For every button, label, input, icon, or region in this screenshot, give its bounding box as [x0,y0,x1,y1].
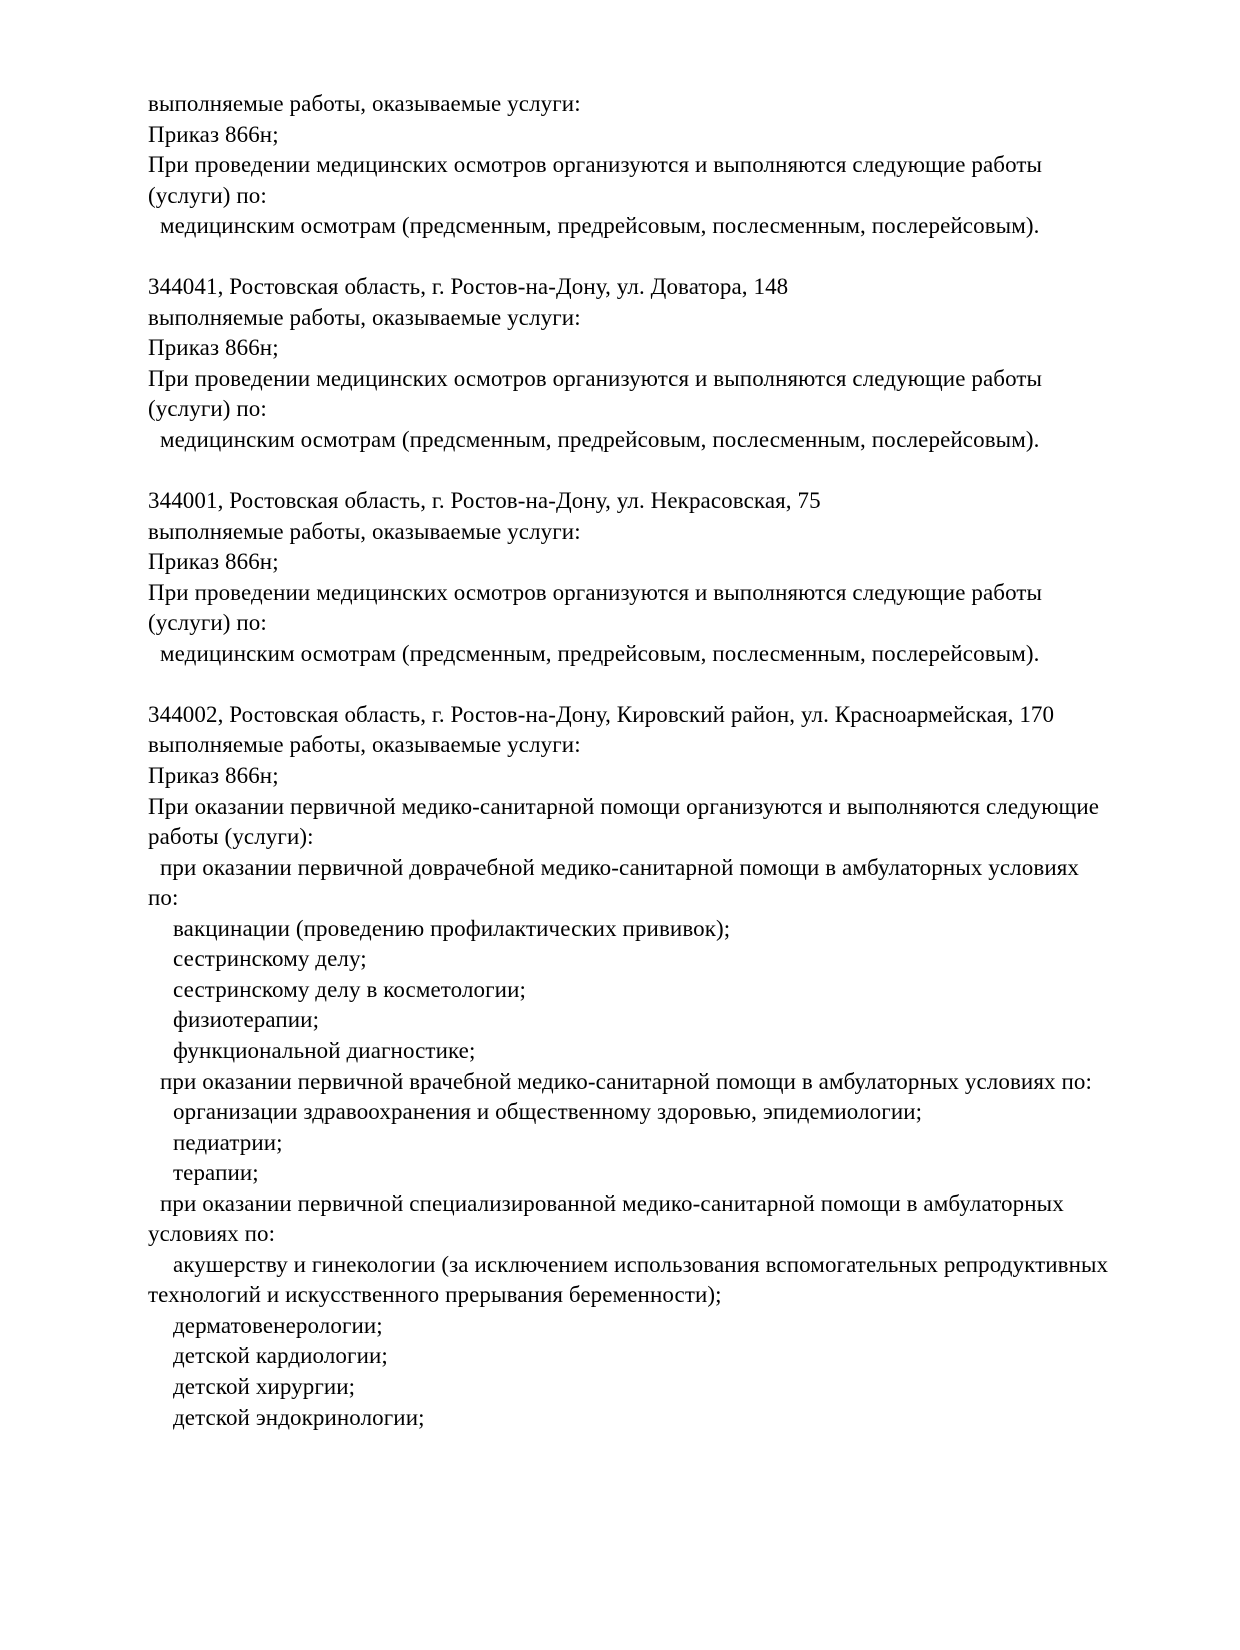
document-line: выполняемые работы, оказываемые услуги: [148,91,581,116]
document-line: Приказ 866н; [148,549,279,575]
document-line: по: [148,885,179,911]
document-line: 344041, Ростовская область, г. Ростов-на-Дону, ул. Доватора, 148 [148,274,789,300]
document-line: выполняемые работы, оказываемые услуги: [148,518,581,544]
document-line: 344001, Ростовская область, г. Ростов-на-Дону, ул. Некрасовская, 75 [148,488,821,514]
document-line: (услуги) по: [148,610,267,636]
document-line: выполняемые работы, оказываемые услуги: [148,304,581,330]
document-line: При проведении медицинских осмотров организуются и выполняются следующие работы [148,365,1043,391]
document-line: (услуги) по: [148,396,267,422]
document-line: сестринскому делу в косметологии; [173,976,526,1002]
document-line: терапии; [173,1160,259,1186]
document-line: педиатрии; [173,1129,283,1155]
document-line: при оказании первичной специализированной медико-санитарной помощи в амбулаторных [160,1190,1064,1216]
document-line: детской эндокринологии; [173,1404,425,1430]
document-line: выполняемые работы, оказываемые услуги: [148,732,581,758]
document-line: акушерству и гинекологии (за исключением использования вспомогательных репродуктивных [173,1251,1109,1277]
document-line: при оказании первичной врачебной медико-санитарной помощи в амбулаторных условиях по: [160,1068,1092,1094]
document-line: организации здравоохранения и общественному здоровью, эпидемиологии; [173,1099,923,1125]
document-line: при оказании первичной доврачебной медико-санитарной помощи в амбулаторных условиях [160,854,1080,880]
document-line: При проведении медицинских осмотров организуются и выполняются следующие работы [148,579,1043,605]
document-line: медицинским осмотрам (предсменным, предрейсовым, послесменным, послерейсовым). [160,427,1040,453]
document-content [148,89,1133,1433]
document-line: При оказании первичной медико-санитарной помощи организуются и выполняются следующие [148,793,1100,819]
document-line: медицинским осмотрам (предсменным, предрейсовым, послесменным, послерейсовым). [160,213,1040,239]
document-line: технологий и искусственного прерывания беременности); [148,1282,722,1308]
document-line: Приказ 866н; [148,121,279,147]
document-line: вакцинации (проведению профилактических прививок); [173,915,731,941]
document-line: сестринскому делу; [173,946,367,972]
document-line: При проведении медицинских осмотров организуются и выполняются следующие работы [148,152,1043,178]
document-line: работы (услуги): [148,824,314,850]
document-line: функциональной диагностике; [173,1037,476,1063]
document-line: медицинским осмотрам (предсменным, предрейсовым, послесменным, послерейсовым). [160,640,1040,666]
document-line: 344002, Ростовская область, г. Ростов-на-Дону, Кировский район, ул. Красноармейская, 170 [148,701,1055,727]
document-line: Приказ 866н; [148,335,279,361]
document-line: детской хирургии; [173,1373,356,1399]
document-line: детской кардиологии; [173,1343,388,1369]
document-line: (услуги) по: [148,182,267,208]
document-line: Приказ 866н; [148,763,279,789]
document-line: условиях по: [148,1221,276,1247]
document-line: физиотерапии; [173,1007,320,1033]
document-line: дерматовенерологии; [173,1312,383,1338]
